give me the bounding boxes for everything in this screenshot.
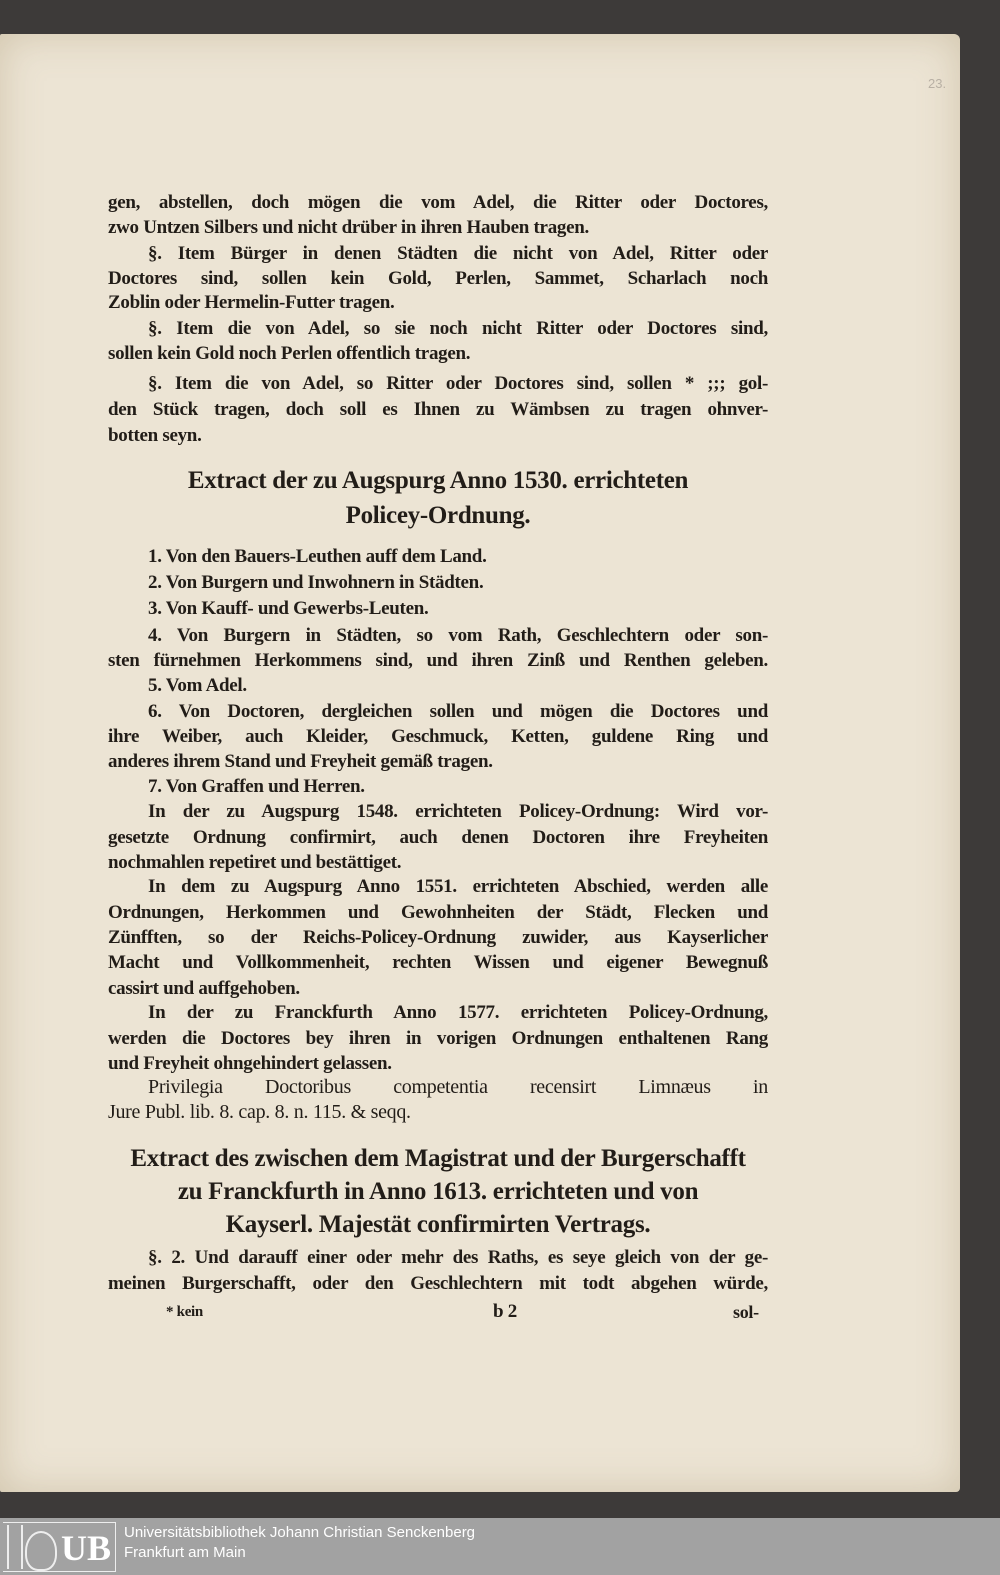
text-line: In der zu Franckfurth Anno 1577. errichteten Policey-Ordnung, (148, 1002, 768, 1023)
text-line: 6. Von Doctoren, dergleichen sollen und mögen die Doctores und (148, 701, 768, 722)
text-line: zwo Untzen Silbers und nicht drüber in ihren Hauben tragen. (108, 217, 589, 238)
text-line: Doctores sind, sollen kein Gold, Perlen, Sammet, Scharlach noch (108, 268, 768, 289)
library-logo[interactable] (3, 1522, 116, 1572)
section-heading-line: Kayserl. Majestät confirmirten Vertrags. (225, 1211, 651, 1238)
text-line: cassirt und auffgehoben. (108, 978, 300, 999)
text-line: nochmahlen repetiret und bestättiget. (108, 852, 402, 873)
library-footer (0, 1518, 1000, 1575)
text-line: sten fürnehmen Herkommens sind, und ihren Zinß und Renthen geleben. (108, 650, 768, 671)
library-name: Universitätsbibliothek Johann Christian Senckenberg (124, 1524, 476, 1541)
portrait-icon (25, 1531, 57, 1571)
text-line: und Freyheit ohngehindert gelassen. (108, 1053, 392, 1074)
text-line: meinen Burgerschafft, oder den Geschlechtern mit todt abgehen würde, (108, 1273, 768, 1294)
section-heading-line: zu Franckfurth in Anno 1613. errichteten und von (177, 1178, 699, 1205)
text-line: gesetzte Ordnung confirmirt, auch denen Doctoren ihre Freyheiten (108, 827, 768, 848)
text-line: §. Item die von Adel, so sie noch nicht Ritter oder Doctores sind, (148, 318, 768, 339)
text-line: §. Item Bürger in denen Städten die nicht von Adel, Ritter oder (148, 243, 768, 264)
text-line: den Stück tragen, doch soll es Ihnen zu Wämbsen zu tragen ohnver- (108, 399, 768, 420)
section-heading-line: Extract des zwischen dem Magistrat und der Burgerschafft (130, 1145, 746, 1172)
text-line: Zoblin oder Hermelin-Futter tragen. (108, 292, 395, 313)
text-line: 5. Vom Adel. (148, 675, 247, 696)
text-line: sollen kein Gold noch Perlen offentlich tragen. (108, 343, 471, 364)
footnote: * kein (166, 1304, 203, 1320)
text-line: 4. Von Burgern in Städten, so vom Rath, Geschlechtern oder son- (148, 625, 768, 646)
text-line: §. 2. Und darauff einer oder mehr des Raths, es seye gleich von der ge- (148, 1247, 768, 1268)
text-line: In der zu Augspurg 1548. errichteten Policey-Ordnung: Wird vor- (148, 801, 768, 822)
section-heading-line: Policey-Ordnung. (345, 502, 531, 529)
text-line: Ordnungen, Herkommen und Gewohnheiten der Städt, Flecken und (108, 902, 768, 923)
text-line: Privilegia Doctoribus competentia recensirt Limnæus in (148, 1076, 768, 1098)
text-line: §. Item die von Adel, so Ritter oder Doctores sind, sollen * ;;; gol- (148, 373, 768, 394)
text-line: 1. Von den Bauers-Leuthen auff dem Land. (148, 546, 487, 567)
library-city: Frankfurt am Main (124, 1544, 246, 1561)
signature-mark: b 2 (493, 1301, 517, 1322)
text-line: In dem zu Augspurg Anno 1551. errichteten Abschied, werden alle (148, 876, 768, 897)
text-line: Jure Publ. lib. 8. cap. 8. n. 115. & seqq. (108, 1101, 411, 1123)
text-line: Zünfften, so der Reichs-Policey-Ordnung zuwider, aus Kayserlicher (108, 927, 768, 948)
page-marker: 23. (928, 76, 947, 91)
logo-text: UB (61, 1528, 112, 1568)
text-line: anderes ihrem Stand und Freyheit gemäß tragen. (108, 751, 493, 772)
text-line: ihre Weiber, auch Kleider, Geschmuck, Ketten, guldene Ring und (108, 726, 768, 747)
text-line: 3. Von Kauff- und Gewerbs-Leuten. (148, 598, 429, 619)
text-line: botten seyn. (108, 425, 202, 446)
text-line: gen, abstellen, doch mögen die vom Adel, die Ritter oder Doctores, (108, 192, 768, 213)
text-line: Macht und Vollkommenheit, rechten Wissen und eigener Bewegnuß (108, 952, 768, 973)
document-page (0, 34, 960, 1492)
section-heading-line: Extract der zu Augspurg Anno 1530. errichteten (187, 467, 689, 494)
text-line: 2. Von Burgern und Inwohnern in Städten. (148, 572, 484, 593)
columns-icon (7, 1525, 23, 1569)
text-line: werden die Doctores bey ihren in vorigen Ordnungen enthaltenen Rang (108, 1028, 768, 1049)
text-line: 7. Von Graffen und Herren. (148, 776, 365, 797)
catchword: sol- (733, 1302, 759, 1322)
